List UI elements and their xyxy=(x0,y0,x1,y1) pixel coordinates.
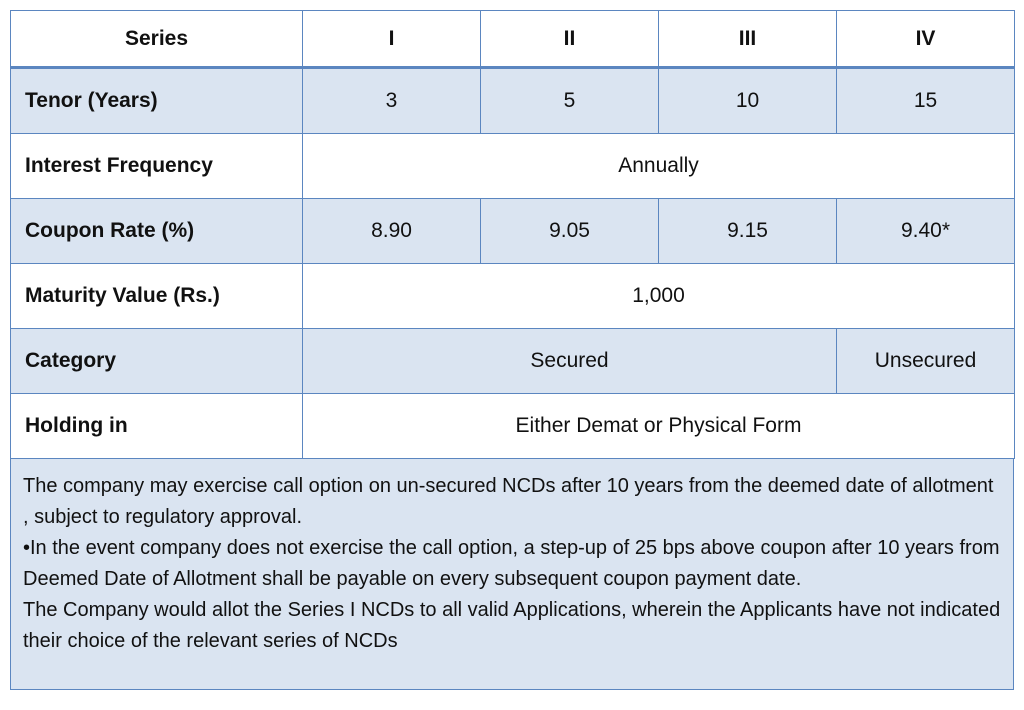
interest-frequency-value: Annually xyxy=(303,134,1015,199)
category-label: Category xyxy=(11,329,303,394)
coupon-rate-label: Coupon Rate (%) xyxy=(11,199,303,264)
interest-frequency-label: Interest Frequency xyxy=(11,134,303,199)
holding-value: Either Demat or Physical Form xyxy=(303,394,1015,459)
header-series-i: I xyxy=(303,11,481,68)
tenor-series-ii: 5 xyxy=(481,68,659,134)
header-series-iii: III xyxy=(659,11,837,68)
coupon-rate-series-iv: 9.40* xyxy=(837,199,1015,264)
tenor-series-i: 3 xyxy=(303,68,481,134)
coupon-rate-series-ii: 9.05 xyxy=(481,199,659,264)
category-secured: Secured xyxy=(303,329,837,394)
header-series-iv: IV xyxy=(837,11,1015,68)
maturity-value-row xyxy=(11,264,1015,329)
footnote-call-option: The company may exercise call option on un-secured NCDs after 10 years from the deemed date of allotment , subject to regulatory approval. xyxy=(23,475,994,528)
ncd-terms-container xyxy=(10,10,1014,690)
interest-frequency-row xyxy=(11,134,1015,199)
footnote-default-series: The Company would allot the Series I NCDs to all valid Applications, wherein the Applicants have not indicated their choice of the relevant series of NCDs xyxy=(23,599,1001,652)
category-row xyxy=(11,329,1015,394)
header-series-ii: II xyxy=(481,11,659,68)
tenor-series-iv: 15 xyxy=(837,68,1015,134)
maturity-value: 1,000 xyxy=(303,264,1015,329)
category-unsecured: Unsecured xyxy=(837,329,1015,394)
holding-label: Holding in xyxy=(11,394,303,459)
tenor-row xyxy=(11,68,1015,134)
footnote-step-up: •In the event company does not exercise the call option, a step-up of 25 bps above coupon after 10 years from Deemed Date of Allotment shall be payable on every subsequent coupon payment date. xyxy=(23,537,1000,590)
tenor-series-iii: 10 xyxy=(659,68,837,134)
footnotes-box xyxy=(10,459,1014,690)
header-series: Series xyxy=(11,11,303,68)
coupon-rate-series-i: 8.90 xyxy=(303,199,481,264)
table-header-row xyxy=(11,11,1015,68)
holding-row xyxy=(11,394,1015,459)
coupon-rate-row xyxy=(11,199,1015,264)
maturity-value-label: Maturity Value (Rs.) xyxy=(11,264,303,329)
ncd-series-table xyxy=(10,10,1015,459)
coupon-rate-series-iii: 9.15 xyxy=(659,199,837,264)
tenor-label: Tenor (Years) xyxy=(11,68,303,134)
